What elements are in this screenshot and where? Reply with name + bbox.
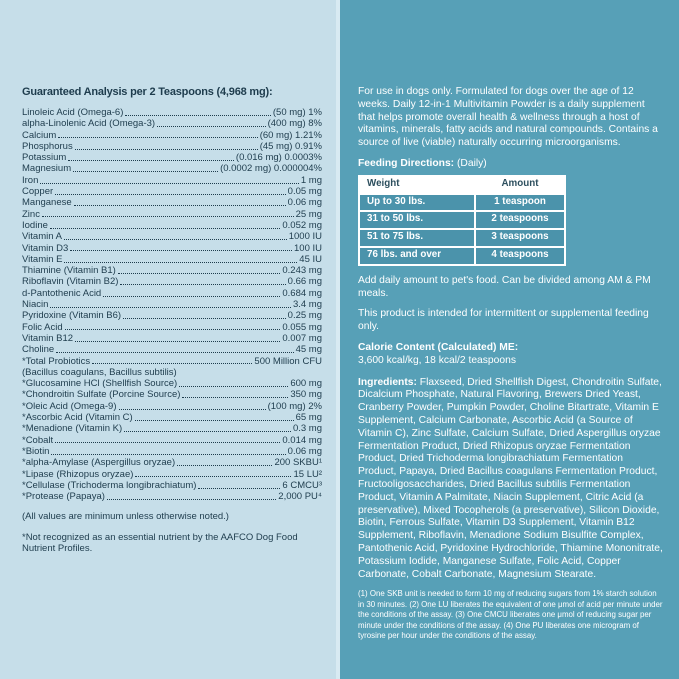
calorie-content-label: Calorie Content (Calculated) ME: <box>358 341 519 353</box>
nutrient-amount: 100 IU <box>294 242 322 254</box>
analysis-row <box>22 491 322 502</box>
analysis-row <box>22 288 322 299</box>
nutrient-amount: 600 mg <box>290 378 322 390</box>
guaranteed-analysis-list <box>22 107 322 502</box>
nutrient-name: d-Pantothenic Acid <box>22 287 102 299</box>
analysis-row <box>22 141 322 152</box>
nutrient-amount: 0.66 mg <box>287 276 322 288</box>
nutrient-name: Vitamin A <box>22 231 62 243</box>
dotted-leader <box>182 397 288 398</box>
nutrient-name: *Protease (Papaya) <box>22 491 105 503</box>
nutrient-name: Calcium <box>22 129 57 141</box>
nutrient-amount: (50 mg) 1% <box>272 107 322 118</box>
nutrient-name: Phosphorus <box>22 140 73 152</box>
nutrient-amount: 0.055 mg <box>282 321 322 333</box>
dotted-leader <box>74 205 286 206</box>
analysis-row <box>22 276 322 287</box>
analysis-row <box>22 220 322 231</box>
dotted-leader <box>55 442 280 443</box>
analysis-row <box>22 401 322 412</box>
nutrient-amount: 0.06 mg <box>287 445 322 457</box>
nutrient-amount: 0.684 mg <box>282 287 322 299</box>
nutrient-name: Zinc <box>22 208 40 220</box>
guaranteed-analysis-title: Guaranteed Analysis per 2 Teaspoons (4,968 mg): <box>22 86 273 98</box>
nutrient-name: Folic Acid <box>22 321 63 333</box>
feeding-table-row <box>360 230 564 246</box>
add-daily-note: Add daily amount to pet's food. Can be divided among AM & PM meals. <box>358 274 651 299</box>
feeding-table-row <box>360 248 564 264</box>
nutrient-name: *Glucosamine HCl (Shellfish Source) <box>22 378 178 390</box>
nutrient-amount: 0.014 mg <box>282 434 322 446</box>
aafco-note: *Not recognized as an essential nutrient by the AAFCO Dog Food Nutrient Profiles. <box>22 531 298 555</box>
dotted-leader <box>75 341 280 342</box>
analysis-row <box>22 423 322 434</box>
feeding-directions-table <box>358 175 566 266</box>
nutrient-amount: (60 mg) 1.21% <box>259 129 322 141</box>
feeding-table-header-row <box>360 177 564 193</box>
nutrient-name: Pyridoxine (Vitamin B6) <box>22 310 122 322</box>
nutrient-name: *alpha-Amylase (Aspergillus oryzae) <box>22 457 176 469</box>
nutrient-amount: 200 SKBU¹ <box>274 457 322 469</box>
analysis-row <box>22 163 322 174</box>
weight-cell: 51 to 75 lbs. <box>360 230 474 246</box>
analysis-row <box>22 243 322 254</box>
ingredients-text: Flaxseed, Dried Shellfish Digest, Chondroitin Sulfate, Dicalcium Phosphate, Natural Flavoring, Brewers Dried Yeast, Cranberry Powder, Pumpkin Powder, Choline Bitartrate, Vitamin E Supplement, Calcium Carbonate, Ascorbic Acid (a Source of Vitamin C), Zinc Sulfate, Calcium Sulfate, Dried Aspergillus oryzae Fermentation Product, Dried Rhizopus oryzae Fermentation Product, Dried Trichoderma longibrachiatum Fermentation Product, Papaya, Dried Bacillus coagulans Fermentation Product, Fructooligosaccharides, Dried Bacillus subtilis Fermentation Product, Vitamin A Palmitate, Niacin Supplement, Citric Acid (a preservative), Mixed Tocopherols (a preservative), Silicon Dioxide, Biotin, Ferrous Sulfate, Vitamin D3 Supplement, Vitamin B12 Supplement, Riboflavin, Menadione Sodium Bisulfite Complex, Pantothenic Acid, Pyridoxine Hydrochloride, Thiamine Mononitrate, Potassium Iodide, Manganese Sulfate, Folic Acid, Copper Carbonate, Cobalt Carbonate, Magnesium Stearate. <box>358 376 663 580</box>
dotted-leader <box>135 420 294 421</box>
dotted-leader <box>92 363 252 364</box>
analysis-row <box>22 197 322 208</box>
analysis-row <box>22 209 322 220</box>
nutrient-name: *Ascorbic Acid (Vitamin C) <box>22 412 133 424</box>
nutrient-amount: 0.3 mg <box>292 423 322 435</box>
dotted-leader <box>40 183 299 184</box>
nutrient-amount: 0.05 mg <box>287 186 322 198</box>
analysis-row <box>22 356 322 367</box>
analysis-row <box>22 469 322 480</box>
dotted-leader <box>120 284 285 285</box>
nutrient-name: *Chondroitin Sulfate (Porcine Source) <box>22 389 181 401</box>
analysis-row <box>22 265 322 276</box>
feeding-table-row <box>360 212 564 228</box>
analysis-row <box>22 378 322 389</box>
weight-cell: 31 to 50 lbs. <box>360 212 474 228</box>
dotted-leader <box>157 126 266 127</box>
nutrient-name: *Total Probiotics <box>22 355 91 367</box>
nutrient-amount: 1000 IU <box>288 231 322 243</box>
nutrient-name: Potassium <box>22 152 67 164</box>
dotted-leader <box>135 476 291 477</box>
nutrient-amount: 15 LU² <box>293 468 322 480</box>
nutrient-name: Vitamin D3 <box>22 242 69 254</box>
nutrient-name: Vitamin E <box>22 253 63 265</box>
intermittent-feeding-note: This product is intended for intermittent or supplemental feeding only. <box>358 308 649 333</box>
nutrient-name: Niacin <box>22 299 49 311</box>
analysis-row <box>22 435 322 446</box>
analysis-row <box>22 130 322 141</box>
analysis-row <box>22 107 322 118</box>
dotted-leader <box>123 318 286 319</box>
usage-panel <box>340 0 679 679</box>
nutrient-name: alpha-Linolenic Acid (Omega-3) <box>22 118 156 130</box>
nutrient-name: *Biotin <box>22 445 50 457</box>
weight-cell: 76 lbs. and over <box>360 248 474 264</box>
feeding-directions-heading <box>358 158 664 171</box>
dotted-leader <box>118 273 281 274</box>
nutrient-name: *Cellulase (Trichoderma longibrachiatum) <box>22 479 197 491</box>
dotted-leader <box>68 160 234 161</box>
nutrient-amount: 2,000 PU⁴ <box>278 491 322 503</box>
feeding-table-row <box>360 195 564 211</box>
nutrient-name: Iodine <box>22 219 48 231</box>
nutrient-name: Choline <box>22 344 55 356</box>
dotted-leader <box>119 409 266 410</box>
weight-column-header: Weight <box>360 177 474 193</box>
amount-cell: 2 teaspoons <box>476 212 564 228</box>
ingredients-label: Ingredients: <box>358 376 417 388</box>
analysis-row <box>22 175 322 186</box>
analysis-row <box>22 299 322 310</box>
analysis-row <box>22 457 322 468</box>
nutrient-amount: (0.016 mg) 0.0003% <box>235 152 322 164</box>
analysis-row <box>22 231 322 242</box>
nutrient-amount: (45 mg) 0.91% <box>259 140 322 152</box>
analysis-row <box>22 152 322 163</box>
analysis-row <box>22 333 322 344</box>
dotted-leader <box>73 171 218 172</box>
nutrient-name: *Lipase (Rhizopus oryzae) <box>22 468 134 480</box>
dotted-leader <box>124 431 291 432</box>
dotted-leader <box>50 307 291 308</box>
nutrient-name: Magnesium <box>22 163 72 175</box>
nutrient-amount: 0.052 mg <box>282 219 322 231</box>
nutrient-amount: 6 CMCU³ <box>282 479 322 491</box>
nutrient-amount: 500 Million CFU <box>254 355 322 367</box>
analysis-row <box>22 310 322 321</box>
dotted-leader <box>70 250 292 251</box>
analysis-row <box>22 254 322 265</box>
nutrient-name: Vitamin B12 <box>22 332 74 344</box>
weight-cell: Up to 30 lbs. <box>360 195 474 211</box>
analysis-row <box>22 446 322 457</box>
dotted-leader <box>50 228 280 229</box>
dotted-leader <box>56 352 293 353</box>
analysis-row <box>22 118 322 129</box>
nutrient-amount: (400 mg) 8% <box>267 118 322 130</box>
nutrient-name: Riboflavin (Vitamin B2) <box>22 276 119 288</box>
analysis-row <box>22 480 322 491</box>
nutrient-amount: 0.243 mg <box>282 265 322 277</box>
dotted-leader <box>51 454 285 455</box>
product-description: For use in dogs only. Formulated for dogs over the age of 12 weeks. Daily 12-in-1 Multivitamin Powder is a daily supplement that helps promote overall health & wellness through a host of vitamins, minerals, fatty acids and natural compounds. Contains a source of live (viable) naturally occurring microorganisms. <box>358 86 658 149</box>
nutrient-amount: (100 mg) 2% <box>267 400 322 412</box>
nutrient-name: Copper <box>22 186 54 198</box>
dotted-leader <box>58 137 257 138</box>
nutrient-name: *Cobalt <box>22 434 54 446</box>
analysis-row <box>22 322 322 333</box>
nutrient-name: *Menadione (Vitamin K) <box>22 423 123 435</box>
dotted-leader <box>177 465 272 466</box>
analysis-row <box>22 412 322 423</box>
nutrient-source-note: (Bacillus coagulans, Bacillus subtilis) <box>22 366 177 378</box>
nutrient-amount: 0.06 mg <box>287 197 322 209</box>
amount-cell: 1 teaspoon <box>476 195 564 211</box>
ingredients-paragraph <box>358 377 664 582</box>
nutrient-amount: 1 mg <box>300 174 322 186</box>
dotted-leader <box>75 149 258 150</box>
unit-definition-footnotes: (1) One SKB unit is needed to form 10 mg of reducing sugars from 1% starch solution in 30 minutes. (2) One LU liberates the equivalent of one μmol of acid per minute under the conditions of the assay. (3) One CMCU liberates one μmol of reducing sugar per minute under the conditions of the assay. (4) One PU liberates one microgram of tyrosine per hour under the conditions of the assay. <box>358 589 663 640</box>
calorie-content-value: 3,600 kcal/kg, 18 kcal/2 teaspoons <box>358 354 516 366</box>
amount-cell: 3 teaspoons <box>476 230 564 246</box>
amount-cell: 4 teaspoons <box>476 248 564 264</box>
feeding-directions-frequency: (Daily) <box>454 157 487 169</box>
minimum-values-note: (All values are minimum unless otherwise noted.) <box>22 511 229 523</box>
dotted-leader <box>64 239 287 240</box>
amount-column-header: Amount <box>476 177 564 193</box>
dotted-leader <box>42 216 294 217</box>
dotted-leader <box>179 386 288 387</box>
nutrient-amount: 25 mg <box>295 208 322 220</box>
dotted-leader <box>125 115 271 116</box>
dotted-leader <box>103 296 280 297</box>
analysis-row <box>22 389 322 400</box>
nutrient-amount: 3.4 mg <box>292 299 322 311</box>
analysis-row <box>22 344 322 355</box>
dotted-leader <box>55 194 286 195</box>
nutrient-name: Iron <box>22 174 39 186</box>
nutrient-amount: 350 mg <box>290 389 322 401</box>
dotted-leader <box>107 499 276 500</box>
feeding-directions-label: Feeding Directions: <box>358 157 455 169</box>
dotted-leader <box>65 329 281 330</box>
nutrient-amount: (0.0002 mg) 0.000004% <box>220 163 322 175</box>
nutrient-amount: 0.007 mg <box>282 332 322 344</box>
nutrient-amount: 65 mg <box>295 412 322 424</box>
nutrient-name: *Oleic Acid (Omega-9) <box>22 400 117 412</box>
nutrient-amount: 0.25 mg <box>287 310 322 322</box>
dotted-leader <box>198 488 280 489</box>
analysis-row <box>22 186 322 197</box>
dotted-leader <box>64 262 297 263</box>
nutrient-amount: 45 mg <box>295 344 322 356</box>
nutrient-amount: 45 IU <box>299 253 322 265</box>
nutrient-name: Linoleic Acid (Omega-6) <box>22 107 124 118</box>
nutrient-name: Manganese <box>22 197 72 209</box>
nutrient-name: Thiamine (Vitamin B1) <box>22 265 116 277</box>
